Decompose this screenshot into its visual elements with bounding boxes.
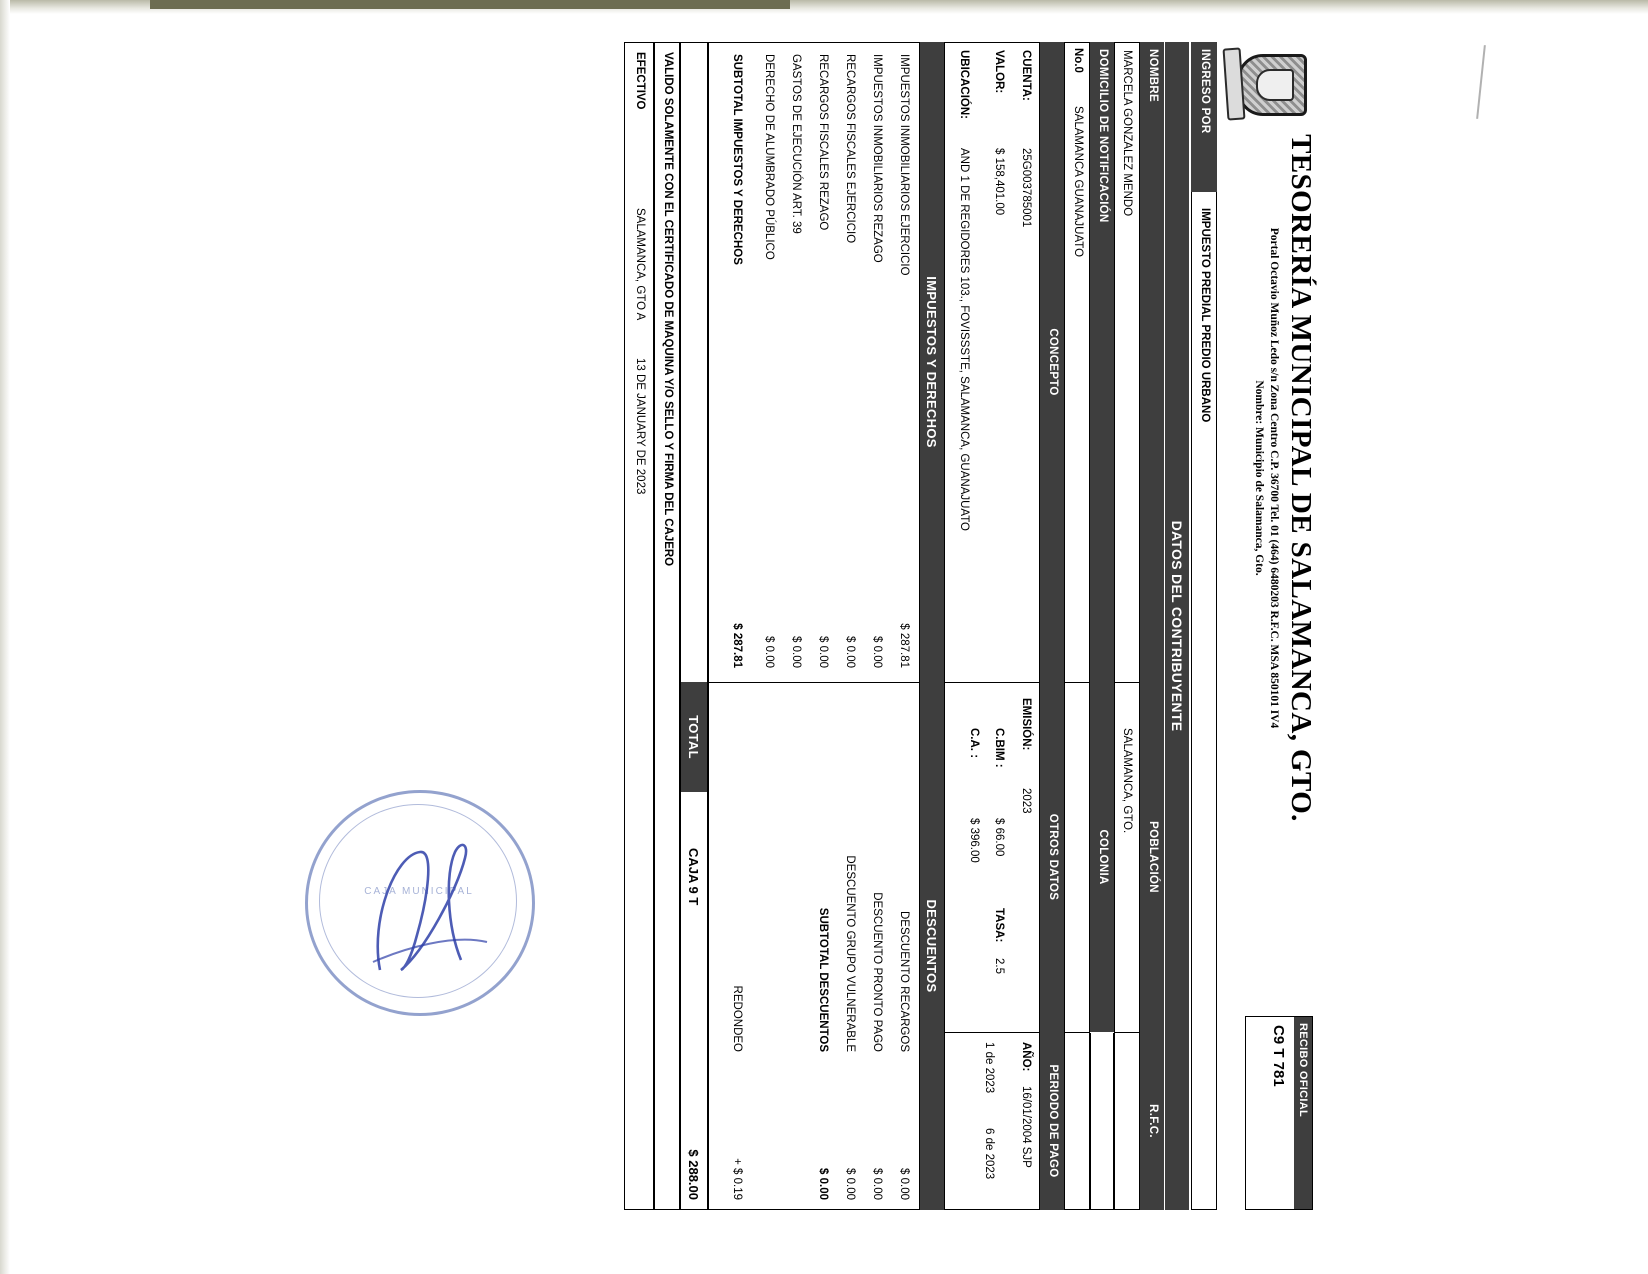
descuento-row-label: DESCUENTO RECARGOS	[898, 910, 910, 1052]
descuentos-subtotal-label: SUBTOTAL DESCUENTOS	[817, 907, 829, 1052]
impuesto-row-label: GASTOS DE EJECUCIÓN ART. 39	[790, 54, 802, 234]
descuento-row-value: $ 0.00	[844, 1168, 856, 1200]
descuentos-subtotal-value: $ 0.00	[817, 1168, 829, 1200]
ubicacion-label: UBICACIÓN:	[958, 50, 970, 119]
valor-value: $ 158,401.00	[993, 148, 1005, 216]
domicilio-value: SALAMANCA GUANAJUATO	[1072, 106, 1084, 258]
descuento-row-value: $ 0.00	[871, 1168, 883, 1200]
signature-icon	[365, 830, 495, 980]
descuentos-section-title: DESCUENTOS	[920, 682, 944, 1210]
org-address: Portal Octavio Muñoz Ledo s/n Zona Centro C.P. 36700 Tel. 01 (464) 6480203 R.F.C. MSA 850101 IV4	[1268, 227, 1280, 729]
impuestos-subtotal-label: SUBTOTAL IMPUESTOS Y DERECHOS	[731, 54, 743, 265]
footer-nota: VALIDO SOLAMENTE CON EL CERTIFICADO DE MAQUINA Y/O SELLO Y FIRMA DEL CAJERO	[662, 52, 674, 567]
official-stamp	[305, 790, 535, 1015]
org-title: TESORERÍA MUNICIPAL DE SALAMANCA, GTO.	[1285, 134, 1317, 822]
periodo-hasta: 6 de 2023	[983, 1128, 995, 1180]
nombre-label: NOMBRE	[1140, 42, 1164, 682]
impuesto-row-label: IMPUESTOS INMOBILIARIOS EJERCICIO	[898, 54, 910, 276]
ingreso-label: INGRESO POR	[1191, 42, 1217, 192]
ca-value: $ 396.00	[968, 818, 980, 863]
org-header	[1253, 128, 1317, 828]
receipt-document	[270, 28, 1325, 1224]
pen-mark	[1476, 45, 1486, 119]
anio-label: AÑO:	[1020, 1042, 1032, 1072]
footer-lugar: SALAMANCA, GTO A	[634, 208, 646, 321]
emision-value: 2023	[1020, 788, 1032, 814]
colonia-label: COLONIA	[1090, 682, 1114, 1032]
poblacion-label: POBLACIÓN	[1140, 682, 1164, 1032]
domicilio-label: DOMICILIO DE NOTIFICACIÓN	[1090, 42, 1114, 682]
receipt-number-box	[1245, 1016, 1313, 1210]
impuestos-subtotal-value: $ 287.81	[731, 623, 743, 668]
concepto-section-title: CONCEPTO	[1040, 42, 1064, 682]
total-label: TOTAL	[681, 682, 707, 792]
impuesto-row-value: $ 287.81	[898, 623, 910, 668]
total-value: $ 288.00	[686, 1149, 701, 1200]
receipt-header-label: RECIBO OFICIAL	[1294, 1017, 1312, 1209]
impuesto-row-label: DERECHO DE ALUMBRADO PÚBLICO	[763, 54, 775, 260]
ca-label: C.A. :	[968, 728, 980, 759]
cbim-value: $ 66.00	[993, 818, 1005, 857]
impuesto-row-value: $ 0.00	[763, 636, 775, 668]
emision-label: EMISIÓN:	[1020, 698, 1032, 751]
impuesto-row-value: $ 0.00	[871, 636, 883, 668]
redondeo-label: REDONDEO	[731, 985, 743, 1052]
rfc-label: R.F.C.	[1140, 1032, 1164, 1210]
descuento-row-label: DESCUENTO PRONTO PAGO	[871, 892, 883, 1052]
contribuyente-section-title: DATOS DEL CONTRIBUYENTE	[1165, 42, 1189, 1210]
valor-label: VALOR:	[993, 50, 1005, 94]
impuesto-row-label: RECARGOS FISCALES REZAGO	[817, 54, 829, 231]
cuenta-value: 25G003785001	[1020, 148, 1032, 228]
org-municipality: Nombre: Municipio de Salamanca, Gto.	[1253, 380, 1265, 576]
footer-fecha: 13 DE JANUARY DE 2023	[634, 358, 646, 495]
impuesto-row-value: $ 0.00	[817, 636, 829, 668]
receipt-number: C9 T 781	[1270, 1025, 1287, 1087]
cbim-label: C.BIM :	[993, 728, 1005, 768]
domicilio-no-label: No.0	[1072, 48, 1084, 73]
redondeo-value: + $ 0.19	[731, 1158, 743, 1200]
periodo-title: PERIODO DE PAGO	[1040, 1032, 1064, 1210]
cuenta-label: CUENTA:	[1020, 50, 1032, 101]
contribuyente-value-row	[1114, 42, 1140, 1210]
periodo-desde: 1 de 2023	[983, 1042, 995, 1094]
caja-label: CAJA 9 T	[686, 848, 701, 906]
descuento-row-label: DESCUENTO GRUPO VULNERABLE	[844, 855, 856, 1052]
impuesto-row-label: IMPUESTOS INMOBILIARIOS REZAGO	[871, 54, 883, 263]
impuesto-row-value: $ 0.00	[844, 636, 856, 668]
poblacion-value: SALAMANCA, GTO.	[1121, 728, 1133, 834]
impuesto-row-value: $ 0.00	[790, 636, 802, 668]
stamp-text: CAJA MUNICIPAL	[364, 886, 474, 897]
scan-dark-strip	[150, 0, 790, 9]
otros-datos-title: OTROS DATOS	[1040, 682, 1064, 1032]
anio-value: 16/01/2004 SJP	[1020, 1086, 1032, 1168]
impuestos-section-title: IMPUESTOS Y DERECHOS	[920, 42, 944, 682]
forma-pago: EFECTIVO	[634, 52, 646, 110]
ingreso-value: IMPUESTO PREDIAL PREDIO URBANO	[1199, 208, 1211, 423]
descuento-row-value: $ 0.00	[898, 1168, 910, 1200]
ubicacion-value: AND 1 DE REGIDORES 103., FOVISSSTE, SALAMANCA, GUANAJUATO	[958, 148, 970, 532]
coat-of-arms-icon	[1225, 46, 1313, 120]
tasa-label: TASA:	[993, 908, 1005, 943]
scan-left-edge	[0, 0, 10, 1274]
nombre-value: MARCELA GONZALEZ MENDO	[1121, 50, 1133, 217]
tasa-value: 2.5	[993, 958, 1005, 974]
impuesto-row-label: RECARGOS FISCALES EJERCICIO	[844, 54, 856, 244]
